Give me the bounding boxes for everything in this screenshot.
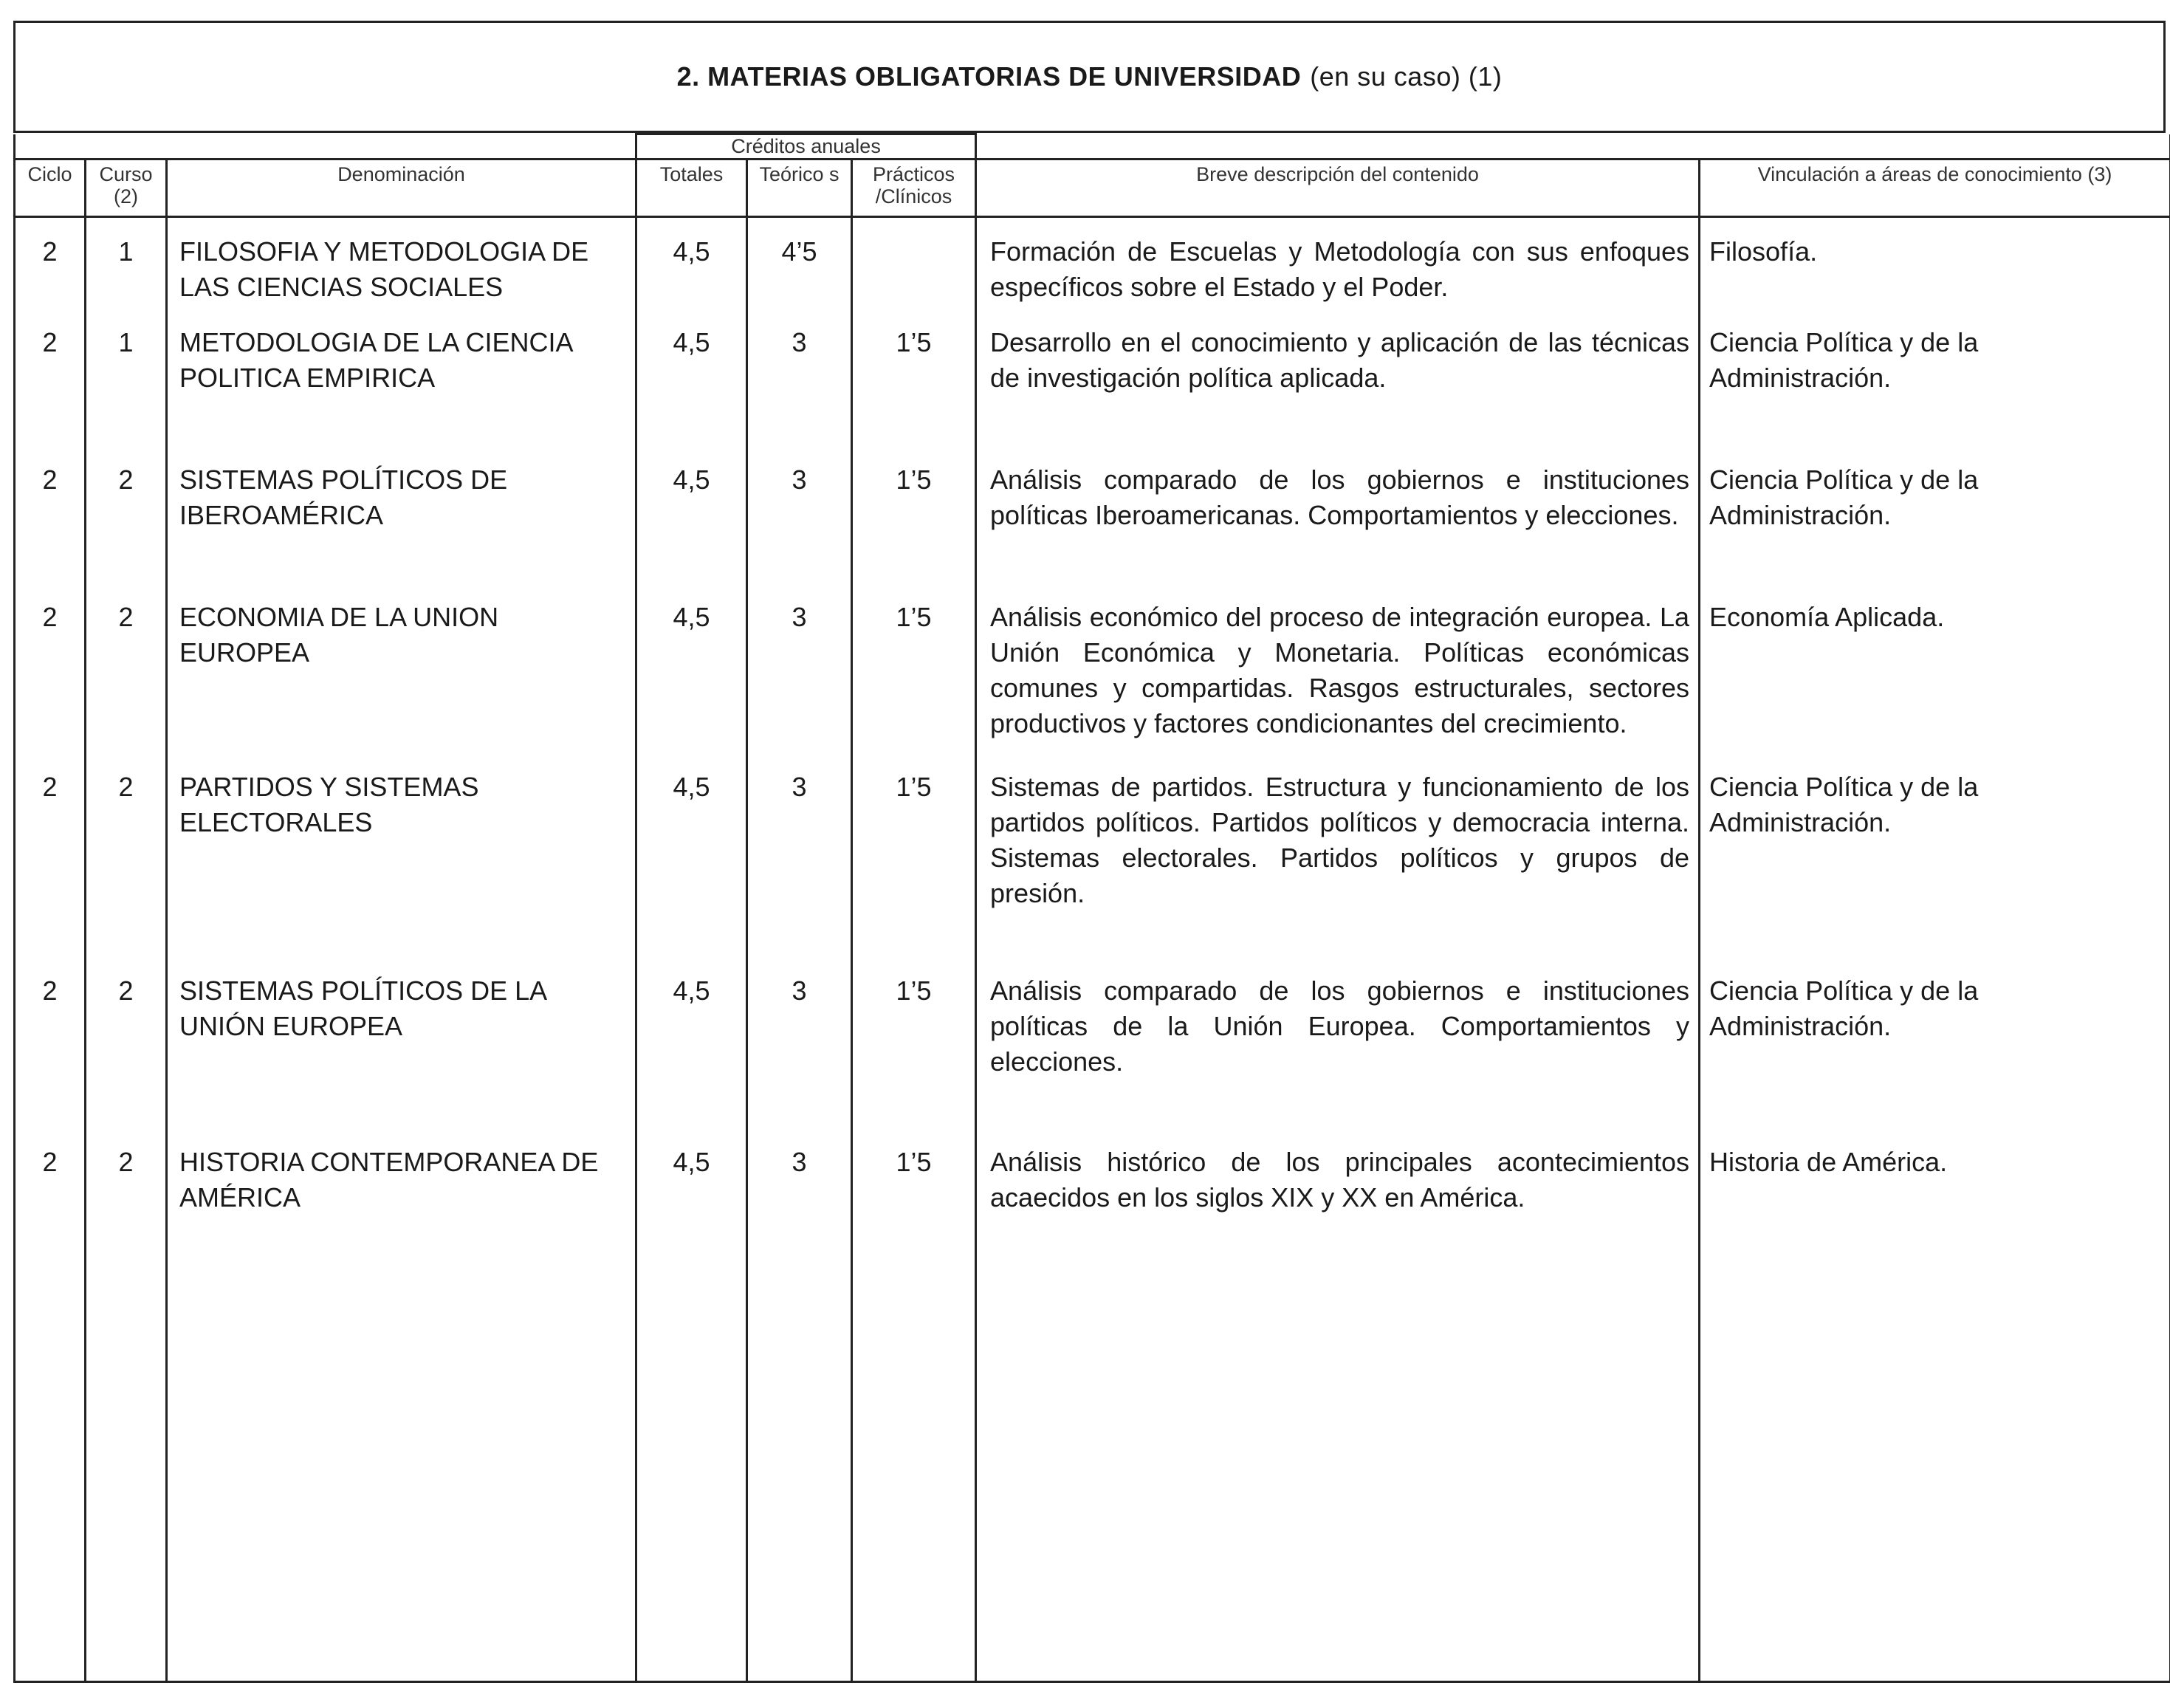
header-totales: Totales [636, 160, 747, 217]
subjects-table [13, 133, 2170, 1683]
filler-cell [747, 1239, 852, 1682]
header-practicos: Prácticos /Clínicos [852, 160, 976, 217]
table-filler-row [15, 1239, 2170, 1682]
cell-denominacion: FILOSOFIA Y METODOLOGIA DE LAS CIENCIAS SOCIALES [167, 217, 636, 309]
cell-curso: 2 [86, 446, 167, 583]
cell-practicos: 1’5 [852, 446, 976, 583]
cell-descripcion: Análisis histórico de los principales acontecimientos acaecidos en los siglos XIX y XX en América. [976, 1128, 1700, 1239]
cell-teoricos: 3 [747, 753, 852, 957]
cell-teoricos: 3 [747, 583, 852, 753]
cell-descripcion: Formación de Escuelas y Metodología con sus enfoques específicos sobre el Estado y el Poder. [976, 217, 1700, 309]
cell-teoricos: 3 [747, 446, 852, 583]
header-creditos-anuales: Créditos anuales [636, 134, 976, 160]
cell-descripcion: Desarrollo en el conocimiento y aplicación de las técnicas de investigación política aplicada. [976, 309, 1700, 446]
cell-practicos [852, 217, 976, 309]
cell-descripcion: Sistemas de partidos. Estructura y funcionamiento de los partidos políticos. Partidos políticos y democracia interna. Sistemas electorales. Partidos políticos y grupos de presión. [976, 753, 1700, 957]
cell-vinculacion: Ciencia Política y de la Administración. [1700, 753, 2170, 957]
document-title: 2. MATERIAS OBLIGATORIAS DE UNIVERSIDAD [676, 61, 1302, 92]
cell-denominacion: PARTIDOS Y SISTEMAS ELECTORALES [167, 753, 636, 957]
cell-denominacion: HISTORIA CONTEMPORANEA DE AMÉRICA [167, 1128, 636, 1239]
cell-ciclo: 2 [15, 217, 86, 309]
cell-practicos: 1’5 [852, 753, 976, 957]
cell-ciclo: 2 [15, 1128, 86, 1239]
filler-cell [167, 1239, 636, 1682]
cell-teoricos: 4’5 [747, 217, 852, 309]
cell-curso: 2 [86, 957, 167, 1128]
header-ciclo: Ciclo [15, 160, 86, 217]
cell-curso: 1 [86, 217, 167, 309]
cell-curso: 2 [86, 753, 167, 957]
cell-totales: 4,5 [636, 583, 747, 753]
filler-cell [1700, 1239, 2170, 1682]
cell-totales: 4,5 [636, 217, 747, 309]
header-spacer-left [15, 134, 636, 160]
cell-curso: 1 [86, 309, 167, 446]
cell-vinculacion: Historia de América. [1700, 1128, 2170, 1239]
header-teoricos: Teórico s [747, 160, 852, 217]
cell-denominacion: SISTEMAS POLÍTICOS DE LA UNIÓN EUROPEA [167, 957, 636, 1128]
cell-practicos: 1’5 [852, 957, 976, 1128]
cell-descripcion: Análisis económico del proceso de integración europea. La Unión Económica y Monetaria. Políticas económicas comunes y compartidas. Rasgos estructurales, sectores productivos y factores condicionantes del crecimiento. [976, 583, 1700, 753]
cell-ciclo: 2 [15, 446, 86, 583]
document-title-box [13, 21, 2166, 133]
table-row [15, 217, 2170, 309]
filler-cell [636, 1239, 747, 1682]
cell-teoricos: 3 [747, 1128, 852, 1239]
header-descripcion: Breve descripción del contenido [976, 160, 1700, 217]
cell-teoricos: 3 [747, 309, 852, 446]
cell-totales: 4,5 [636, 957, 747, 1128]
table-row [15, 309, 2170, 446]
header-spacer-right [976, 134, 2170, 160]
cell-totales: 4,5 [636, 1128, 747, 1239]
document-sheet [13, 21, 2169, 1708]
header-denominacion: Denominación [167, 160, 636, 217]
cell-ciclo: 2 [15, 753, 86, 957]
cell-curso: 2 [86, 583, 167, 753]
cell-totales: 4,5 [636, 753, 747, 957]
cell-denominacion: SISTEMAS POLÍTICOS DE IBEROAMÉRICA [167, 446, 636, 583]
filler-cell [976, 1239, 1700, 1682]
header-vinculacion: Vinculación a áreas de conocimiento (3) [1700, 160, 2170, 217]
cell-vinculacion: Ciencia Política y de la Administración. [1700, 309, 2170, 446]
cell-descripcion: Análisis comparado de los gobiernos e instituciones políticas de la Unión Europea. Comportamientos y elecciones. [976, 957, 1700, 1128]
table-row [15, 753, 2170, 957]
table-row [15, 957, 2170, 1128]
cell-ciclo: 2 [15, 309, 86, 446]
header-curso: Curso (2) [86, 160, 167, 217]
cell-practicos: 1’5 [852, 309, 976, 446]
cell-ciclo: 2 [15, 583, 86, 753]
cell-totales: 4,5 [636, 446, 747, 583]
cell-vinculacion: Ciencia Política y de la Administración. [1700, 957, 2170, 1128]
cell-vinculacion: Ciencia Política y de la Administración. [1700, 446, 2170, 583]
filler-cell [86, 1239, 167, 1682]
cell-curso: 2 [86, 1128, 167, 1239]
cell-vinculacion: Economía Aplicada. [1700, 583, 2170, 753]
filler-cell [852, 1239, 976, 1682]
cell-vinculacion: Filosofía. [1700, 217, 2170, 309]
cell-ciclo: 2 [15, 957, 86, 1128]
cell-practicos: 1’5 [852, 1128, 976, 1239]
cell-teoricos: 3 [747, 957, 852, 1128]
table-row [15, 446, 2170, 583]
table-row [15, 1128, 2170, 1239]
filler-cell [15, 1239, 86, 1682]
table-row [15, 583, 2170, 753]
cell-descripcion: Análisis comparado de los gobiernos e instituciones políticas Iberoamericanas. Comportamientos y elecciones. [976, 446, 1700, 583]
cell-denominacion: ECONOMIA DE LA UNION EUROPEA [167, 583, 636, 753]
cell-totales: 4,5 [636, 309, 747, 446]
cell-practicos: 1’5 [852, 583, 976, 753]
cell-denominacion: METODOLOGIA DE LA CIENCIA POLITICA EMPIRICA [167, 309, 636, 446]
document-title-suffix: (en su caso) (1) [1310, 61, 1503, 92]
